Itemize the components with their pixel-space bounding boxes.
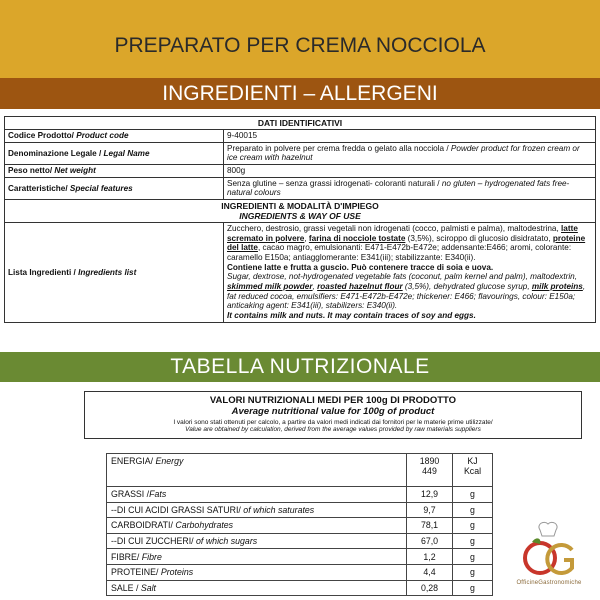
table-row — [5, 142, 596, 164]
row-value: 800g — [224, 165, 596, 178]
nutrient-value: 1,2 — [407, 549, 453, 565]
usage-header-row — [5, 200, 596, 223]
nutrient-value: 67,0 — [407, 533, 453, 549]
row-value: 9-40015 — [224, 130, 596, 143]
page-title: PREPARATO PER CREMA NOCCIOLA — [114, 34, 486, 57]
chef-hat-icon — [539, 522, 557, 536]
nutrient-label: CARBOIDRATI/ Carbohydrates — [107, 518, 407, 534]
table-row — [107, 580, 493, 596]
nutrient-unit: g — [453, 580, 493, 596]
nutrient-unit: g — [453, 502, 493, 518]
table-row — [107, 533, 493, 549]
nutrient-value: 9,7 — [407, 502, 453, 518]
table-row — [5, 177, 596, 199]
row-value: Senza glutine – senza grassi idrogenati- coloranti naturali / no gluten – hydrogenated fats free- natural colours — [224, 177, 596, 199]
row-label: Codice Prodotto/ Product code — [5, 130, 224, 143]
ident-header-row — [5, 117, 596, 130]
nutrition-note: I valori sono stati ottenuti per calcolo, a partire da valori medi indicati dai fornitori per le materie prime utilizzate/ — [173, 419, 493, 426]
table-row — [107, 549, 493, 565]
nutrient-label: ENERGIA/ Energy — [107, 454, 407, 487]
row-label: Denominazione Legale / Legal Name — [5, 142, 224, 164]
nutrient-unit: KJ Kcal — [453, 454, 493, 487]
usage-header: INGREDIENTI & MODALITÀ D'IMPIEGO INGREDIENTS & WAY OF USE — [5, 200, 596, 223]
nutrient-value: 0,28 — [407, 580, 453, 596]
nutrient-label: FIBRE/ Fibre — [107, 549, 407, 565]
ingredients-en: Sugar, dextrose, not-hydrogenated vegetable fats (coconut, palm kernel and palm), maltodextrin, skimmed milk powder, roasted hazelnut flour (3,5%), dehydrated glucose syrup, milk proteins, fat reduced cocoa, emulsifiers: E471-E472b-E472e; thickener: E466; flavourings, colour: E150a; anticaking agent: E341(iii), stabilizers: E340(ii). — [227, 272, 586, 311]
table-row — [107, 518, 493, 534]
logo-letter-g — [547, 545, 572, 573]
allergens-it: Contiene latte e frutta a guscio. Può contenere tracce di soia e uova. — [227, 262, 494, 272]
nutrient-unit: g — [453, 487, 493, 503]
nutrition-title: VALORI NUTRIZIONALI MEDI PER 100g DI PRODOTTO — [209, 395, 457, 406]
row-label: Peso netto/ Net weight — [5, 165, 224, 178]
nutrient-unit: g — [453, 549, 493, 565]
title-banner — [0, 0, 600, 78]
nutrient-value: 78,1 — [407, 518, 453, 534]
row-value: Preparato in polvere per crema fredda o gelato alla nocciola / Powder product for frozen cream or ice cream with hazelnut — [224, 142, 596, 164]
nutrient-unit: g — [453, 518, 493, 534]
table-row — [107, 564, 493, 580]
nutrition-table — [106, 453, 493, 596]
nutrient-value: 12,9 — [407, 487, 453, 503]
row-label: Caratteristiche/ Special features — [5, 177, 224, 199]
ident-header: DATI IDENTIFICATIVI — [5, 117, 596, 130]
allergens-en: It contains milk and nuts. It may contain traces of soy and eggs. — [227, 311, 476, 321]
ingredients-sheet — [0, 116, 600, 352]
nutrient-label: PROTEINE/ Proteins — [107, 564, 407, 580]
nutrient-label: GRASSI /Fats — [107, 487, 407, 503]
table-row — [5, 165, 596, 178]
ingredients-list — [224, 223, 596, 323]
ingredients-heading: INGREDIENTI – ALLERGENI — [162, 82, 438, 105]
table-row — [5, 130, 596, 143]
nutrition-header — [84, 391, 582, 439]
nutrition-note-en: Value are obtained by calculation, derived from the average values provided by raw materials suppliers — [185, 426, 481, 433]
table-row — [5, 223, 596, 323]
nutrient-label: --DI CUI ACIDI GRASSI SATURI/ of which saturates — [107, 502, 407, 518]
nutrient-value: 1890 449 — [407, 454, 453, 487]
nutrition-banner — [0, 352, 600, 382]
table-row — [107, 502, 493, 518]
ingredients-it: Zucchero, destrosio, grassi vegetali non idrogenati (cocco, palmisti e palma), maltodestrina, latte scremato in polvere, farina di nocciole tostate (3,5%), sciroppo di glucosio disidratato, proteine del latte, cacao magro, emulsionanti: E471-E472b-E472e; addensante:E466; aromi, colorante: caramello E150a; antiagglomerante: E341(iii); stabilizzante: E340(ii). — [227, 224, 586, 263]
ingredients-table — [4, 116, 596, 323]
nutrition-title-en: Average nutritional value for 100g of product — [231, 406, 435, 417]
nutrient-unit: g — [453, 564, 493, 580]
table-row — [107, 454, 493, 487]
ingredients-banner — [0, 78, 600, 109]
nutrition-heading: TABELLA NUTRIZIONALE — [170, 355, 430, 378]
nutrient-label: --DI CUI ZUCCHERI/ of which sugars — [107, 533, 407, 549]
table-row — [107, 487, 493, 503]
nutrient-label: SALE / Salt — [107, 580, 407, 596]
nutrient-value: 4,4 — [407, 564, 453, 580]
nutrient-unit: g — [453, 533, 493, 549]
logo-caption: OfficineGastronomiche — [516, 580, 582, 586]
row-label: Lista Ingredienti / Ingredients list — [5, 223, 224, 323]
